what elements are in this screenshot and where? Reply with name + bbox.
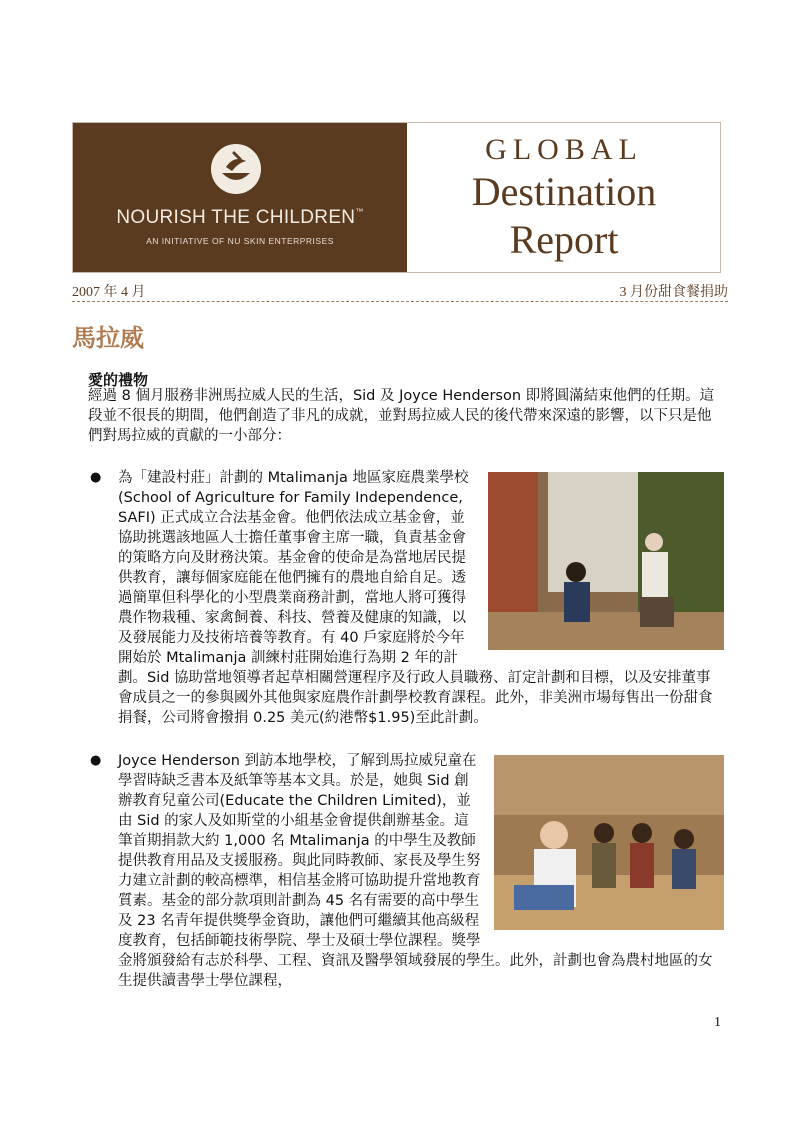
bullet-icon: ● — [90, 470, 102, 485]
country-heading: 馬拉威 — [72, 323, 144, 352]
report-date: 2007 年 4 月 — [72, 285, 146, 300]
brand-name: NOURISH THE CHILDREN™ — [116, 207, 364, 228]
bullet-icon: ● — [90, 753, 102, 768]
bowl-hands-icon — [210, 143, 262, 195]
report-title-line1: GLOBAL — [485, 133, 643, 166]
section-heading: 愛的禮物 — [88, 371, 149, 389]
report-banner — [72, 122, 721, 273]
page-number: 1 — [714, 1015, 721, 1030]
date-header — [72, 281, 728, 302]
report-title-line3: Report — [509, 217, 619, 262]
bullet-paragraph-1: 為「建設村莊」計劃的 Mtalimanja 地區家庭農業學校(School of Agriculture for Family Independence, SAFI) 正式成立合法基金會。他們依法成立基金會，並協助挑選該地區人士擔任董事會主席一職，負責基金會的策略方向及財務決策。基金會的使命是為當地居民提供教育，讓每個家庭能在他們擁有的農地自給自足。透過簡單但科學化的小型農業商務計劃，當地人將可獲得農作物栽種、家禽飼養、科技、營養及健康的知識，以及發展能力及技術培養等教育。有 40 戶家庭將於今年開始於 Mtalimanja 訓練村莊開始進行為期 2 年的計劃。Sid 協助當地領導者起草相關營運程序及行政人員職務、訂定計劃和目標，以及安排董事會成員之一的參與國外其他與家庭農作計劃學校教育課程。此外，非美洲市場每售出一份甜食捐餐，公司將會撥捐 0.25 美元(約港幣$1.95)至此計劃。 — [118, 468, 724, 728]
report-title — [408, 123, 720, 272]
photo-meeting-on-porch — [488, 472, 724, 650]
report-subtitle: 3 月份甜食餐捐助 — [619, 285, 728, 300]
brand-tagline: AN INITIATIVE OF NU SKIN ENTERPRISES — [146, 236, 334, 246]
report-title-line2: Destination — [471, 169, 657, 214]
brand-logo-panel — [73, 123, 407, 272]
photo-classroom-reading — [494, 755, 724, 930]
bullet-paragraph-2: Joyce Henderson 到訪本地學校，了解到馬拉威兒童在學習時缺乏書本及紙筆等基本文具。於是，她與 Sid 創辦教育兒童公司(Educate the Children Limited)，並由 Sid 的家人及如斯堂的小組基金會提供創辦基金。這筆首期捐款大約 1,000 名 Mtalimanja 的中學生及教師提供教育用品及支援服務。與此同時教師、家長及學生努力建立計劃的較高標準，相信基金將可協助提升當地教育質素。基金的部分款項則計劃為 45 名有需要的高中學生及 23 名青年提供獎學金資助，讓他們可繼續其他高級程度教育，包括師範技術學院、學士及碩士學位課程。獎學金將頒發給有志於科學、工程、資訊及醫學領域發展的學生。此外，計劃也會為農村地區的女生提供讀書學士學位課程， — [118, 751, 724, 991]
intro-paragraph: 經過 8 個月服務非洲馬拉威人民的生活，Sid 及 Joyce Henderson 即將圓滿結束他們的任期。這段並不很長的期間，他們創造了非凡的成就，並對馬拉威人民的後代帶來深遠的影響，以下只是他們對馬拉威的貢獻的一小部分： — [88, 388, 715, 444]
